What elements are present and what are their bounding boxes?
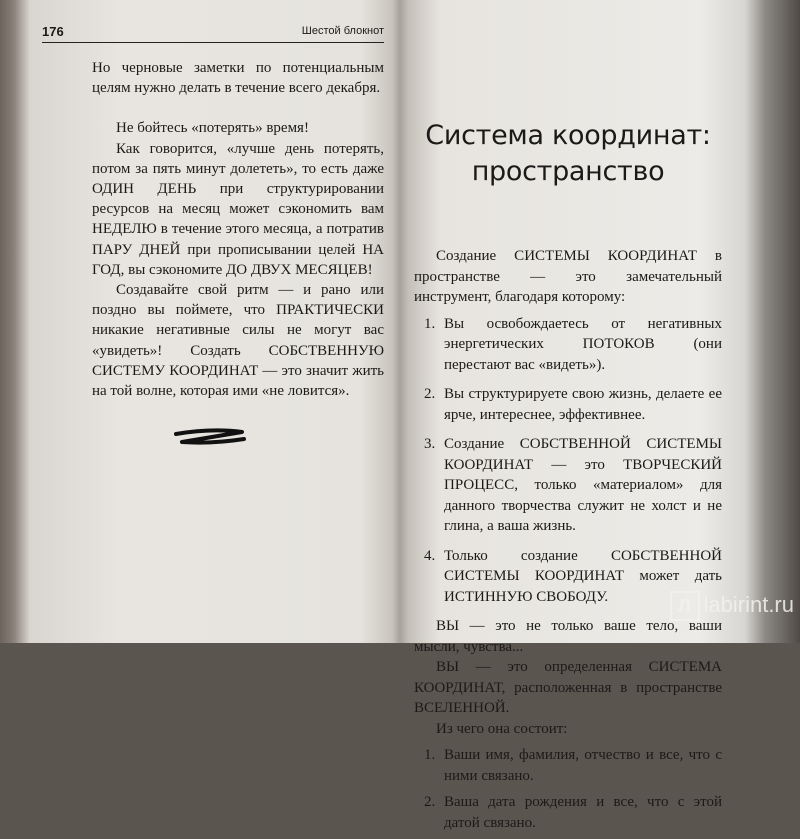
page-number: 176 [42, 24, 64, 39]
section-title: Система координат: пространство [425, 120, 711, 187]
watermark-logo: Л [670, 591, 700, 621]
left-page [22, 0, 392, 643]
running-head: Шестой блокнот [301, 25, 384, 37]
benefits-list [414, 314, 722, 608]
list-item: 4. Только создание СОБСТВЕННОЙ СИСТЕМЫ КООРДИНАТ может дать ИСТИННУЮ СВОБОДУ. [424, 547, 722, 605]
list-item: 1. Ваши имя, фамилия, отчество и все, что с ними связано. [424, 747, 722, 784]
right-page [402, 0, 750, 831]
right-body-text [414, 118, 722, 839]
paragraph: Но черновые заметки по потенциальным целям нужно делать в течение всего декабря. [92, 60, 384, 97]
list-item: 1. Вы освобождаетесь от негативных энергетических ПОТОКОВ (они перестают вас «видеть»). [424, 315, 722, 373]
list-item: 2. Вы структурируете свою жизнь, делаете ее ярче, интереснее, эффективнее. [424, 386, 722, 423]
watermark [670, 591, 794, 621]
paragraph: Как говорится, «лучше день потерять, потом за пять минут долететь», то есть даже ОДИН ДЕНЬ при структурировании ресурсов на месяц может сэкономить вам НЕДЕЛЮ в течение этого месяца, а потратив ПАРУ ДНЕЙ при прописывании целей НА ГОД, вы сэкономите ДО ДВУХ МЕСЯЦЕВ! [92, 140, 384, 278]
paragraph: Из чего она состоит: [436, 720, 568, 737]
left-body-text [92, 58, 384, 401]
pen-scribble-mark [172, 424, 252, 454]
paragraph: ВЫ — это определенная СИСТЕМА КООРДИНАТ, расположенная в пространстве ВСЕЛЕННОЙ. [414, 659, 722, 716]
page-header [42, 22, 384, 43]
paragraph: ВЫ — это не только ваше тело, ваши мысли, чувства... [414, 618, 722, 655]
intro-paragraph: Создание СИСТЕМЫ КООРДИНАТ в пространстве — это замечательный инструмент, благодаря которому: [414, 248, 722, 305]
list-item: 2. Ваша дата рождения и все, что с этой датой связано. [424, 794, 722, 831]
components-list [414, 745, 722, 833]
list-item: 3. Создание СОБСТВЕННОЙ СИСТЕМЫ КООРДИНАТ — это ТВОРЧЕСКИЙ ПРОЦЕСС, только «материалом» для данного творчества служит не холст и не глина, а ваша жизнь. [424, 436, 722, 534]
paragraph: Не бойтесь «потерять» время! [116, 120, 309, 137]
watermark-text: labirint.ru [703, 592, 794, 617]
paragraph: Создавайте свой ритм — и рано или поздно вы поймете, что ПРАКТИЧЕСКИ никакие негативные силы не могут вас «увидеть»! Создать СОБСТВЕННУЮ СИСТЕМУ КООРДИНАТ — это значит жить на той волне, которая ими «не ловится». [92, 282, 384, 400]
